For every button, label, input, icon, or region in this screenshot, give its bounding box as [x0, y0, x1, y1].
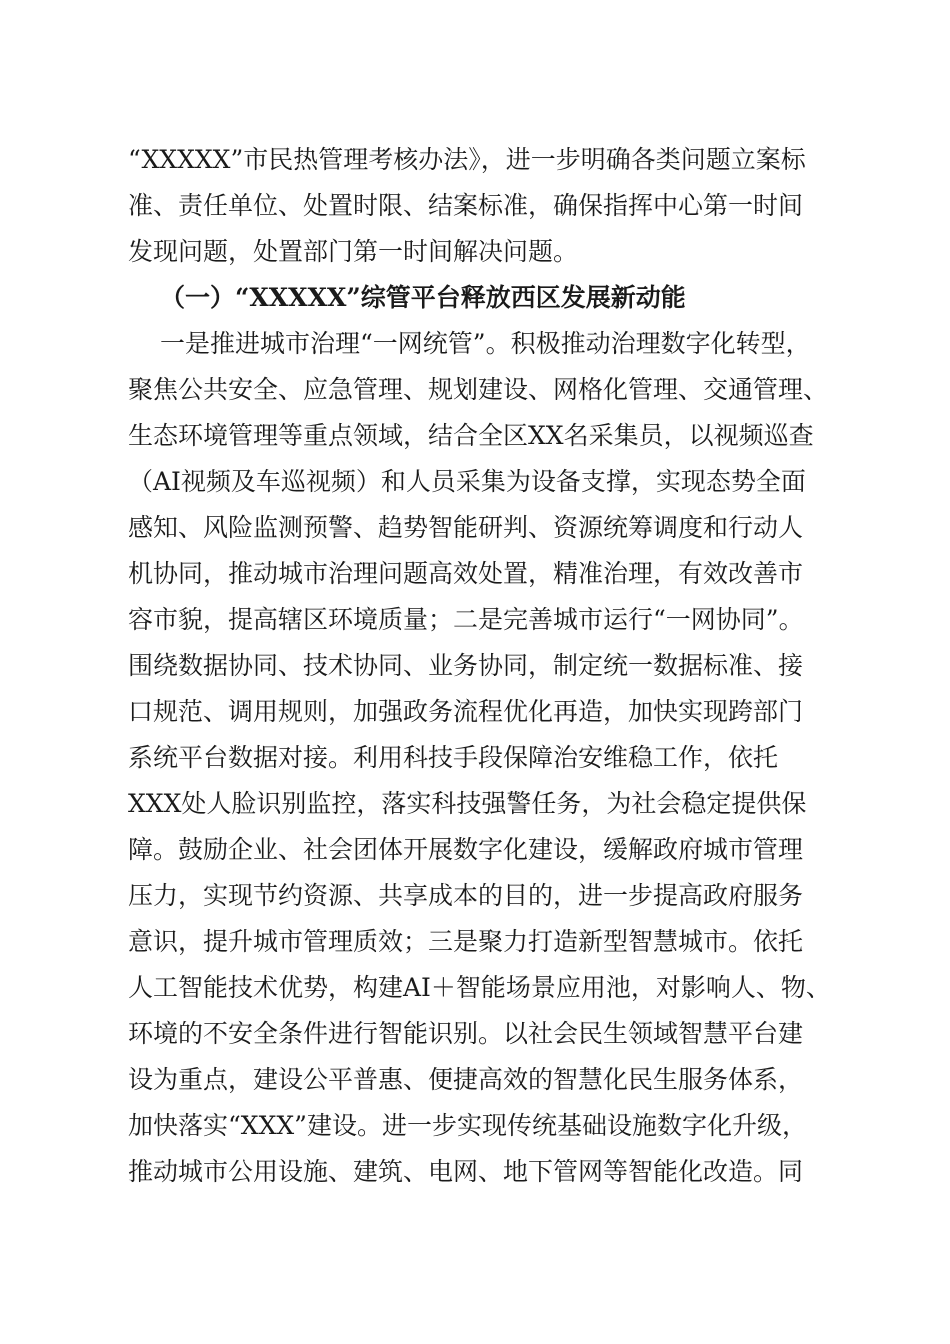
- body-text-line: XXX处人脸识别监控，落实科技强警任务，为社会稳定提供保: [128, 789, 807, 818]
- body-text-line: 聚焦公共安全、应急管理、规划建设、网格化管理、交通管理、: [128, 375, 829, 404]
- body-text-line: 感知、风险监测预警、趋势智能研判、资源统筹调度和行动人: [128, 513, 804, 542]
- body-text-line: 发现问题，处置部门第一时间解决问题。: [128, 237, 579, 266]
- body-text-line: 准、责任单位、处置时限、结案标准，确保指挥中心第一时间: [128, 191, 804, 220]
- body-text-line: 障。鼓励企业、社会团体开展数字化建设，缓解政府城市管理: [128, 835, 804, 864]
- body-text-line: 系统平台数据对接。利用科技手段保障治安维稳工作，依托: [128, 743, 779, 772]
- body-text-line: 人工智能技术优势，构建AI＋智能场景应用池，对影响人、物、: [128, 973, 831, 1002]
- body-text-line: 加快落实“XXX”建设。进一步实现传统基础设施数字化升级，: [128, 1111, 807, 1140]
- body-text-line: 生态环境管理等重点领域，结合全区XX名采集员，以视频巡查: [128, 421, 814, 450]
- body-text-line: 口规范、调用规则，加强政务流程优化再造，加快实现跨部门: [128, 697, 804, 726]
- body-text-line: 环境的不安全条件进行智能识别。以社会民生领域智慧平台建: [128, 1019, 804, 1048]
- body-text-line: （AI视频及车巡视频）和人员采集为设备支撑，实现态势全面: [128, 467, 806, 496]
- body-text-line: 设为重点，建设公平普惠、便捷高效的智慧化民生服务体系，: [128, 1065, 804, 1094]
- section-heading: （一）“XXXXX”综管平台释放西区发展新动能: [160, 283, 686, 312]
- body-text-line: 压力，实现节约资源、共享成本的目的，进一步提高政府服务: [128, 881, 804, 910]
- body-text-line: 一是推进城市治理“一网统管”。积极推动治理数字化转型，: [160, 329, 811, 358]
- body-text-line: “XXXXX”市民热管理考核办法》，进一步明确各类问题立案标: [128, 145, 806, 174]
- body-text-line: 容市貌，提高辖区环境质量；二是完善城市运行“一网协同”。: [128, 605, 804, 634]
- body-text-line: 推动城市公用设施、建筑、电网、地下管网等智能化改造。同: [128, 1157, 804, 1186]
- body-text-line: 意识，提升城市管理质效；三是聚力打造新型智慧城市。依托: [128, 927, 804, 956]
- body-text-line: 机协同，推动城市治理问题高效处置，精准治理，有效改善市: [128, 559, 804, 588]
- body-text-line: 围绕数据协同、技术协同、业务协同，制定统一数据标准、接: [128, 651, 804, 680]
